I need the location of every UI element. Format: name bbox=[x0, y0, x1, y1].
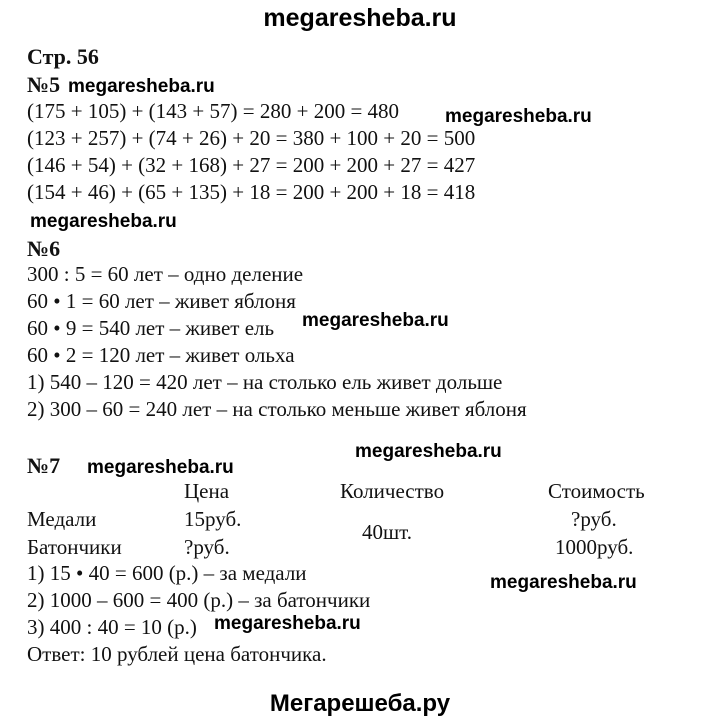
task7-answer: Ответ: 10 рублей цена батончика. bbox=[27, 642, 327, 666]
task6-line: 2) 300 – 60 = 240 лет – на столько меньше живет яблоня bbox=[27, 397, 527, 421]
table-cell-cost: 1000руб. bbox=[555, 535, 634, 559]
table-row-label: Батончики bbox=[27, 535, 122, 559]
task7-line: 3) 400 : 40 = 10 (р.) bbox=[27, 615, 197, 639]
table-cell-price: ?руб. bbox=[184, 535, 230, 559]
task5-number: №5 bbox=[27, 72, 61, 97]
watermark-inline: megaresheba.ru bbox=[214, 613, 361, 634]
task6-number: №6 bbox=[27, 236, 61, 261]
task6-line: 1) 540 – 120 = 420 лет – на столько ель живет дольше bbox=[27, 370, 503, 394]
watermark-bottom: Мегарешеба.ру bbox=[269, 690, 451, 717]
task6-line: 60 • 1 = 60 лет – живет яблоня bbox=[27, 289, 296, 313]
watermark-inline: megaresheba.ru bbox=[68, 76, 215, 97]
watermark-inline: megaresheba.ru bbox=[445, 106, 592, 127]
task7-number: №7 bbox=[27, 453, 61, 478]
page-label: Стр. 56 bbox=[27, 44, 99, 69]
task6-line: 60 • 2 = 120 лет – живет ольха bbox=[27, 343, 295, 367]
watermark-inline: megaresheba.ru bbox=[30, 211, 177, 232]
task5-line: (123 + 257) + (74 + 26) + 20 = 380 + 100 + 20 = 500 bbox=[27, 126, 476, 150]
table-cell-quantity: 40шт. bbox=[362, 520, 413, 544]
watermark-inline: megaresheba.ru bbox=[87, 457, 234, 478]
task7-line: 1) 15 • 40 = 600 (р.) – за медали bbox=[27, 561, 307, 585]
watermark-inline: megaresheba.ru bbox=[355, 441, 502, 462]
task6-line: 60 • 9 = 540 лет – живет ель bbox=[27, 316, 275, 340]
table-cell-cost: ?руб. bbox=[571, 507, 617, 531]
table-header-price: Цена bbox=[184, 479, 230, 503]
table-row-label: Медали bbox=[27, 507, 97, 531]
task7-line: 2) 1000 – 600 = 400 (р.) – за батончики bbox=[27, 588, 371, 612]
task5-line: (146 + 54) + (32 + 168) + 27 = 200 + 200 + 27 = 427 bbox=[27, 153, 476, 177]
table-cell-price: 15руб. bbox=[184, 507, 242, 531]
task6-line: 300 : 5 = 60 лет – одно деление bbox=[27, 262, 304, 286]
table-header-cost: Стоимость bbox=[548, 479, 645, 503]
watermark-top: megaresheba.ru bbox=[263, 4, 457, 32]
task5-line: (154 + 46) + (65 + 135) + 18 = 200 + 200 + 18 = 418 bbox=[27, 180, 476, 204]
task5-line: (175 + 105) + (143 + 57) = 280 + 200 = 480 bbox=[27, 99, 400, 123]
watermark-inline: megaresheba.ru bbox=[490, 572, 637, 593]
table-header-quantity: Количество bbox=[340, 479, 445, 503]
watermark-inline: megaresheba.ru bbox=[302, 310, 449, 331]
